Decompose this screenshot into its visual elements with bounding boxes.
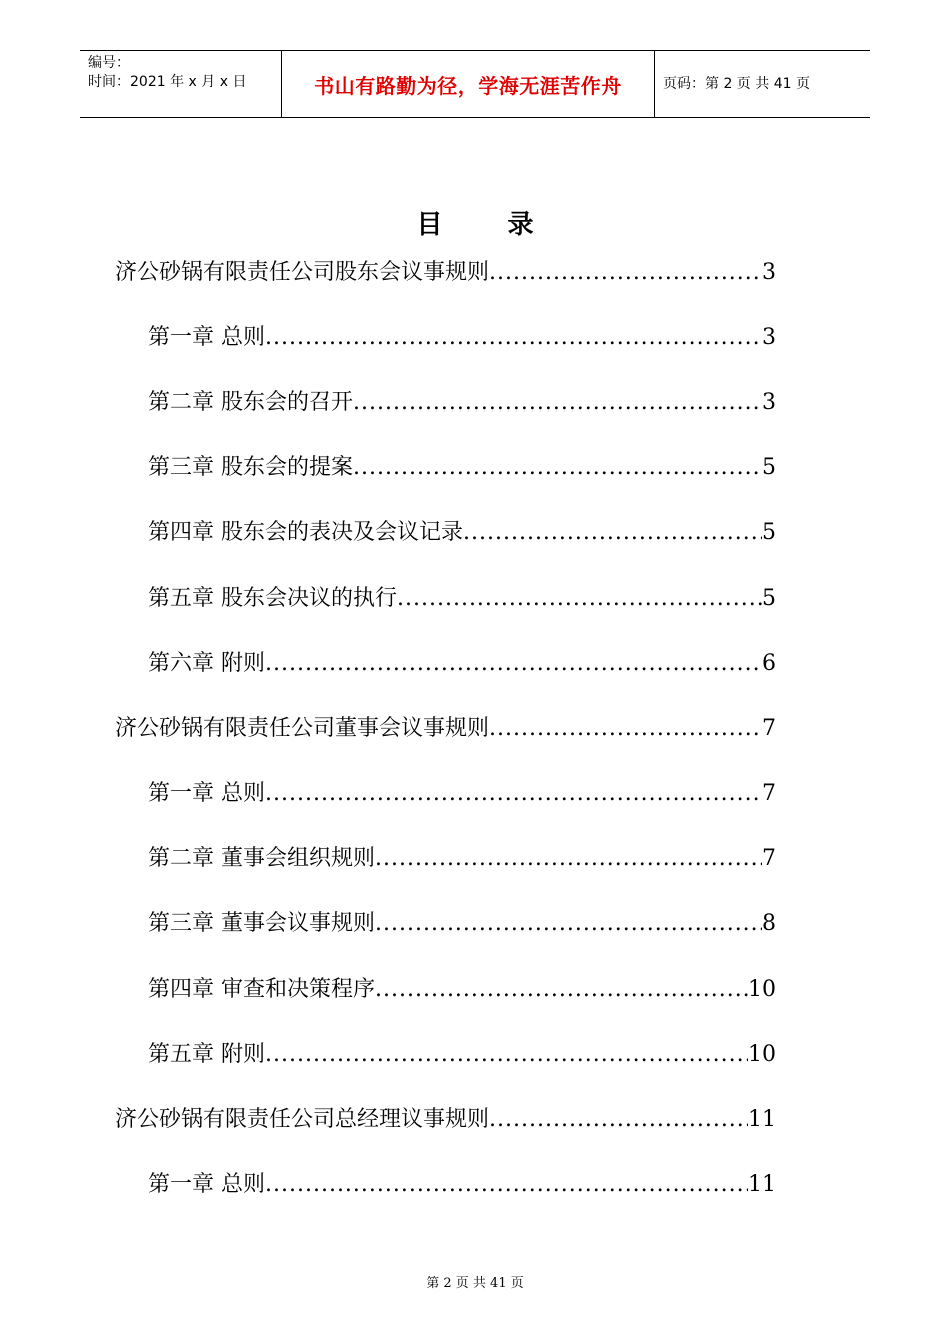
toc-page-number: 11 xyxy=(748,1107,776,1132)
toc-page-number: 6 xyxy=(762,651,776,676)
toc-entry[interactable] xyxy=(148,1170,776,1200)
toc-page-number: 5 xyxy=(762,520,776,545)
toc-leader-dots xyxy=(265,323,762,353)
toc-entry[interactable] xyxy=(148,779,776,809)
toc-entry[interactable] xyxy=(148,844,776,874)
motto: 书山有路勤为径，学海无涯苦作舟 xyxy=(314,73,622,98)
toc-entry[interactable] xyxy=(115,714,776,744)
toc-leader-dots xyxy=(353,453,762,483)
toc-entry[interactable] xyxy=(148,584,776,614)
toc-entry-label: 第三章 股东会的提案 xyxy=(148,455,353,480)
toc-leader-dots xyxy=(375,975,748,1005)
toc-entry[interactable] xyxy=(148,975,776,1005)
toc-entry-label: 第二章 董事会组织规则 xyxy=(148,846,375,871)
header-info-cell xyxy=(80,51,282,117)
toc-leader-dots xyxy=(265,1040,748,1070)
toc-entry-label: 第一章 总则 xyxy=(148,325,265,350)
toc-entry[interactable] xyxy=(115,1105,776,1135)
toc-leader-dots xyxy=(375,844,762,874)
toc-leader-dots xyxy=(489,714,762,744)
toc-page-number: 10 xyxy=(748,977,776,1002)
toc-page-number: 3 xyxy=(762,325,776,350)
toc-leader-dots xyxy=(489,258,762,288)
header-page-cell xyxy=(655,51,870,117)
toc-leader-dots xyxy=(489,1105,748,1135)
page-footer: 第 2 页 共 41 页 xyxy=(426,1276,524,1291)
toc-entry[interactable] xyxy=(148,518,776,548)
toc-page-number: 7 xyxy=(762,846,776,871)
toc-entry-label: 第五章 附则 xyxy=(148,1042,265,1067)
toc-entry-label: 第三章 董事会议事规则 xyxy=(148,911,375,936)
toc-page-number: 3 xyxy=(762,260,776,285)
toc-page-number: 11 xyxy=(748,1172,776,1197)
toc-leader-dots xyxy=(265,1170,748,1200)
time-label: 时间：2021 年 x 月 x 日 xyxy=(88,74,247,90)
toc-entry[interactable] xyxy=(148,323,776,353)
toc-entry-label: 第五章 股东会决议的执行 xyxy=(148,586,397,611)
page-code: 页码：第 2 页 共 41 页 xyxy=(663,76,810,92)
toc-page-number: 7 xyxy=(762,781,776,806)
number-label: 编号： xyxy=(88,55,130,71)
toc-leader-dots xyxy=(397,584,762,614)
toc-page-number: 8 xyxy=(762,911,776,936)
toc-page-number: 5 xyxy=(762,455,776,480)
toc-entry[interactable] xyxy=(148,1040,776,1070)
toc-leader-dots xyxy=(463,518,762,548)
header-motto-cell xyxy=(282,51,655,117)
toc-page-number: 3 xyxy=(762,390,776,415)
toc-entry[interactable] xyxy=(148,453,776,483)
toc-entry-label: 第二章 股东会的召开 xyxy=(148,390,353,415)
toc-entry[interactable] xyxy=(115,258,776,288)
toc-entry-label: 济公砂锅有限责任公司董事会议事规则 xyxy=(115,716,490,741)
toc-entry-label: 第四章 股东会的表决及会议记录 xyxy=(148,520,463,545)
toc-entry-label: 第一章 总则 xyxy=(148,781,265,806)
toc-entry-label: 济公砂锅有限责任公司总经理议事规则 xyxy=(115,1107,490,1132)
toc-entry[interactable] xyxy=(148,909,776,939)
toc-leader-dots xyxy=(353,388,762,418)
toc-entry[interactable] xyxy=(148,649,776,679)
toc-leader-dots xyxy=(265,649,762,679)
toc-entry-label: 第六章 附则 xyxy=(148,651,265,676)
toc-page-number: 10 xyxy=(748,1042,776,1067)
toc-entry-label: 第一章 总则 xyxy=(148,1172,265,1197)
toc-page-number: 5 xyxy=(762,586,776,611)
toc-page-number: 7 xyxy=(762,716,776,741)
toc-entry[interactable] xyxy=(148,388,776,418)
toc-entry-label: 济公砂锅有限责任公司股东会议事规则 xyxy=(115,260,490,285)
toc-leader-dots xyxy=(375,909,762,939)
toc-entry-label: 第四章 审查和决策程序 xyxy=(148,977,375,1002)
toc-leader-dots xyxy=(265,779,762,809)
toc-title: 目 录 xyxy=(416,210,562,240)
page-header xyxy=(80,50,870,118)
